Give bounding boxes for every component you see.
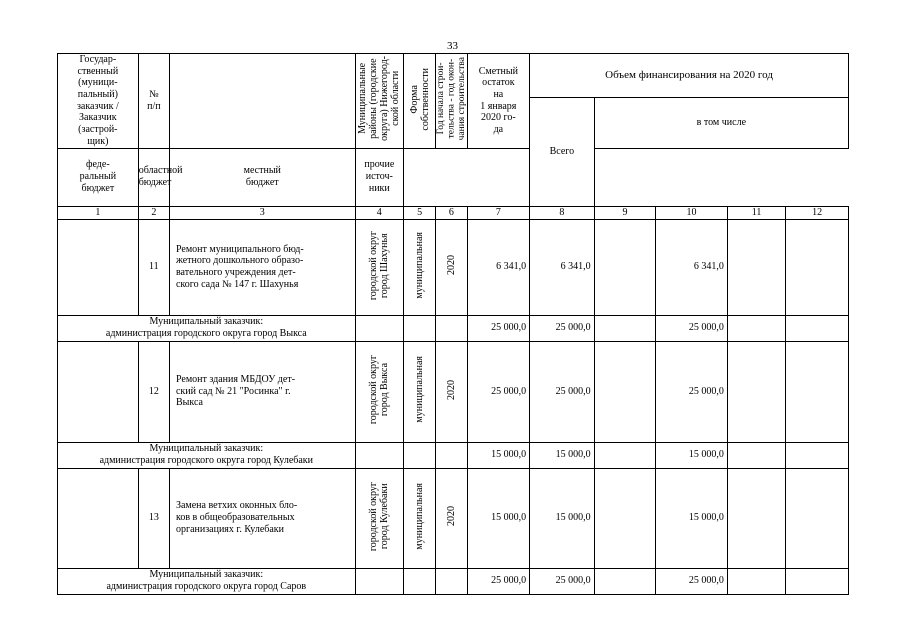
customer-years-cell — [436, 442, 467, 468]
column-number: 8 — [530, 206, 595, 219]
header-ownership: Форма собственности — [408, 67, 431, 131]
project-federal — [594, 219, 656, 315]
page-number: 33 — [447, 40, 458, 52]
customer-total: 15 000,0 — [530, 442, 595, 468]
column-number: 12 — [786, 206, 849, 219]
project-years-cell — [436, 219, 467, 315]
customer-other — [786, 315, 849, 341]
financing-table — [57, 53, 849, 595]
header-regional: областной бюджет — [138, 148, 169, 206]
customer-federal — [594, 442, 656, 468]
customer-ownership-cell — [404, 315, 436, 341]
customer-total: 25 000,0 — [530, 315, 595, 341]
project-name: Ремонт муниципального бюд- жетного дошкольного образо- вательного учреждения дет- ского сада № 147 г. Шахунья — [169, 219, 355, 315]
customer-name: Муниципальный заказчик: администрация городского округа город Выкса — [58, 315, 356, 341]
project-local — [727, 219, 786, 315]
column-number: 5 — [404, 206, 436, 219]
customer-other — [786, 442, 849, 468]
column-numbers-row — [58, 206, 849, 219]
customer-total: 25 000,0 — [530, 568, 595, 594]
column-number: 4 — [355, 206, 403, 219]
project-regional: 15 000,0 — [656, 468, 728, 568]
customer-ownership-cell — [404, 568, 436, 594]
project-number: 12 — [138, 341, 169, 442]
column-number: 10 — [656, 206, 728, 219]
customer-local — [727, 568, 786, 594]
column-number: 9 — [594, 206, 656, 219]
table-row-customer — [58, 442, 849, 468]
project-remaining: 6 341,0 — [467, 219, 530, 315]
customer-federal — [594, 568, 656, 594]
header-years-cell — [436, 54, 467, 149]
project-years: 2020 — [445, 379, 457, 400]
header-remaining: Сметный остаток на 1 января 2020 го- да — [467, 54, 530, 149]
project-total: 25 000,0 — [530, 341, 595, 442]
customer-years-cell — [436, 315, 467, 341]
table-row-project — [58, 341, 849, 442]
column-number: 7 — [467, 206, 530, 219]
customer-district-cell — [355, 568, 403, 594]
customer-years-cell — [436, 568, 467, 594]
customer-remaining: 25 000,0 — [467, 315, 530, 341]
project-remaining: 15 000,0 — [467, 468, 530, 568]
customer-remaining: 25 000,0 — [467, 568, 530, 594]
customer-regional: 25 000,0 — [656, 315, 728, 341]
project-ownership-cell — [404, 468, 436, 568]
customer-other — [786, 568, 849, 594]
table-row-project — [58, 468, 849, 568]
header-project-name — [169, 54, 355, 149]
header-district: Муниципальные районы (городские округа) Нижегород- ской области — [357, 56, 402, 142]
project-years: 2020 — [445, 506, 457, 527]
header-total: Всего — [530, 98, 595, 207]
header-row-3 — [58, 148, 849, 206]
project-customer-cell — [58, 219, 139, 315]
customer-ownership-cell — [404, 442, 436, 468]
project-name: Ремонт здания МБДОУ дет- ский сад № 21 "Росинка" г. Выкса — [169, 341, 355, 442]
customer-district-cell — [355, 442, 403, 468]
project-years: 2020 — [445, 255, 457, 276]
project-district-cell — [355, 341, 403, 442]
project-name: Замена ветхих оконных бло- ков в общеобразовательных организациях г. Кулебаки — [169, 468, 355, 568]
header-years: Год начала строи- тельства - год окон- чания строительства — [436, 57, 468, 141]
header-row-1 — [58, 54, 849, 98]
header-other: прочие источ- ники — [355, 148, 403, 206]
project-other — [786, 219, 849, 315]
customer-district-cell — [355, 315, 403, 341]
project-other — [786, 341, 849, 442]
column-number: 6 — [436, 206, 467, 219]
customer-regional: 25 000,0 — [656, 568, 728, 594]
column-number: 1 — [58, 206, 139, 219]
header-federal: феде- ральный бюджет — [58, 148, 139, 206]
project-district: городской округ город Кулебаки — [368, 481, 391, 551]
project-district: городской округ город Выкса — [368, 355, 391, 425]
project-ownership: муниципальная — [414, 482, 426, 550]
column-number: 3 — [169, 206, 355, 219]
customer-name: Муниципальный заказчик: администрация городского округа город Кулебаки — [58, 442, 356, 468]
project-ownership: муниципальная — [414, 356, 426, 423]
project-other — [786, 468, 849, 568]
project-years-cell — [436, 468, 467, 568]
project-district-cell — [355, 468, 403, 568]
table-row-project — [58, 219, 849, 315]
project-district-cell — [355, 219, 403, 315]
header-district-cell — [355, 54, 403, 149]
customer-local — [727, 315, 786, 341]
header-number: № п/п — [138, 54, 169, 149]
project-ownership-cell — [404, 341, 436, 442]
project-local — [727, 341, 786, 442]
project-ownership: муниципальная — [414, 231, 426, 299]
customer-federal — [594, 315, 656, 341]
project-years-cell — [436, 341, 467, 442]
project-regional: 6 341,0 — [656, 219, 728, 315]
customer-name: Муниципальный заказчик: администрация городского округа город Саров — [58, 568, 356, 594]
column-number: 2 — [138, 206, 169, 219]
project-district: городской округ город Шахунья — [368, 230, 391, 300]
customer-remaining: 15 000,0 — [467, 442, 530, 468]
project-federal — [594, 341, 656, 442]
project-customer-cell — [58, 468, 139, 568]
header-funding: Объем финансирования на 2020 год — [530, 54, 849, 98]
project-number: 11 — [138, 219, 169, 315]
header-customer: Государ- ственный (муници- пальный) заказчик / Заказчик (застрой- щик) — [58, 54, 139, 149]
column-number: 11 — [727, 206, 786, 219]
project-remaining: 25 000,0 — [467, 341, 530, 442]
project-ownership-cell — [404, 219, 436, 315]
project-customer-cell — [58, 341, 139, 442]
table-row-customer — [58, 568, 849, 594]
project-total: 6 341,0 — [530, 219, 595, 315]
project-local — [727, 468, 786, 568]
project-federal — [594, 468, 656, 568]
header-local: местный бюджет — [169, 148, 355, 206]
project-total: 15 000,0 — [530, 468, 595, 568]
customer-local — [727, 442, 786, 468]
header-ownership-cell — [404, 54, 436, 149]
project-number: 13 — [138, 468, 169, 568]
project-regional: 25 000,0 — [656, 341, 728, 442]
table-row-customer — [58, 315, 849, 341]
customer-regional: 15 000,0 — [656, 442, 728, 468]
header-including: в том числе — [594, 98, 848, 149]
